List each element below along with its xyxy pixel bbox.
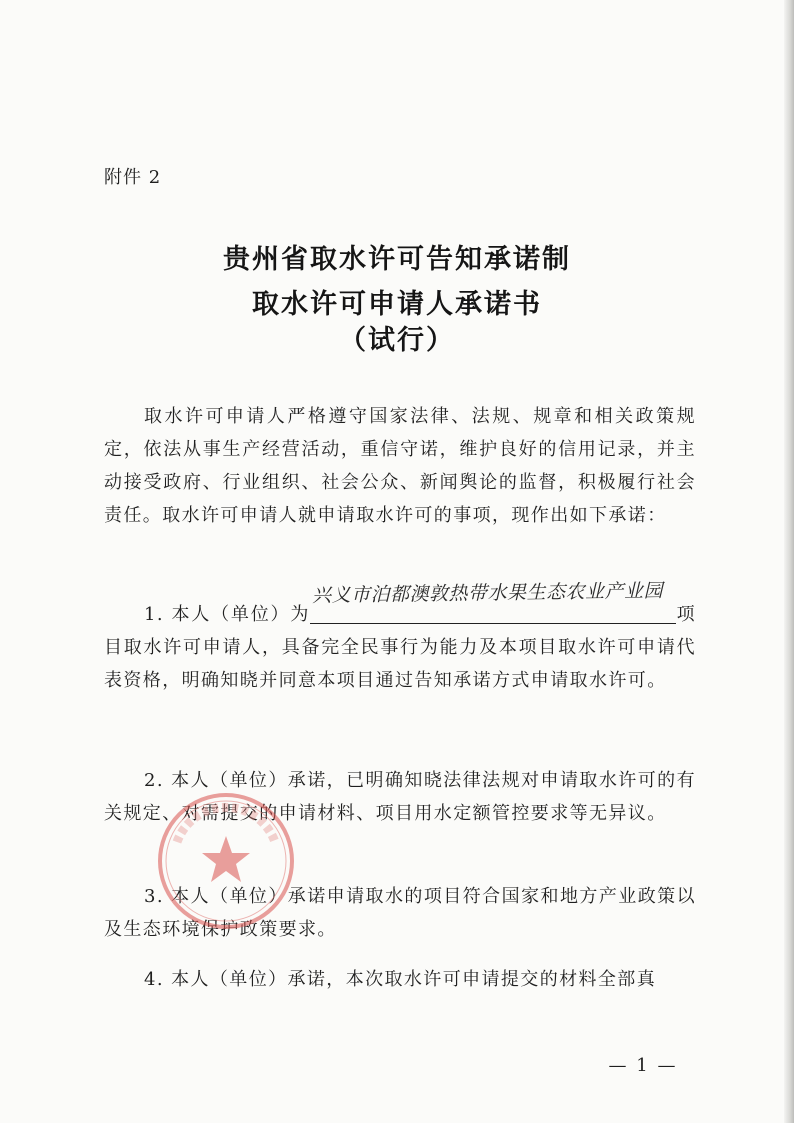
commitment-item-1 [104,598,696,697]
seal-star-icon [202,836,250,882]
intro-paragraph: 取水许可申请人严格遵守国家法律、法规、规章和相关政策规定，依法从事生产经营活动，重信守诺，维护良好的信用记录，并主动接受政府、行业组织、社会公众、新闻舆论的监督，积极履行社会责任。取水许可申请人就申请取水许可的事项，现作出如下承诺： [104,406,696,526]
commitment-item-3: 3. 本人（单位）承诺申请取水的项目符合国家和地方产业政策以及生态环境保护政策要求。 [104,886,696,940]
scan-edge-shadow [784,0,794,1123]
page-number: — 1 — [608,1055,678,1076]
attachment-label: 附件 2 [104,167,162,188]
item-1-suffix: 项目取水许可申请人，具备完全民事行为能力及本项目取水许可申请代表资格，明确知晓并同意本项目通过告知承诺方式申请取水许可。 [104,604,696,691]
commitment-item-4: 4. 本人（单位）承诺，本次取水许可申请提交的材料全部真 [144,969,657,990]
item-1-prefix: 1. 本人（单位）为 [144,604,311,625]
document-title-line-2: 取水许可申请人承诺书 [252,289,542,320]
document-title-line-1: 贵州省取水许可告知承诺制 [223,244,571,275]
commitment-item-2: 2. 本人（单位）承诺，已明确知晓法律法规对申请取水许可的有关规定、对需提交的申请材料、项目用水定额管控要求等无异议。 [104,770,696,824]
handwritten-project-name: 兴义市泊都澳敦热带水果生态农业产业园 [311,579,664,607]
document-title-line-3: （试行） [339,325,455,356]
